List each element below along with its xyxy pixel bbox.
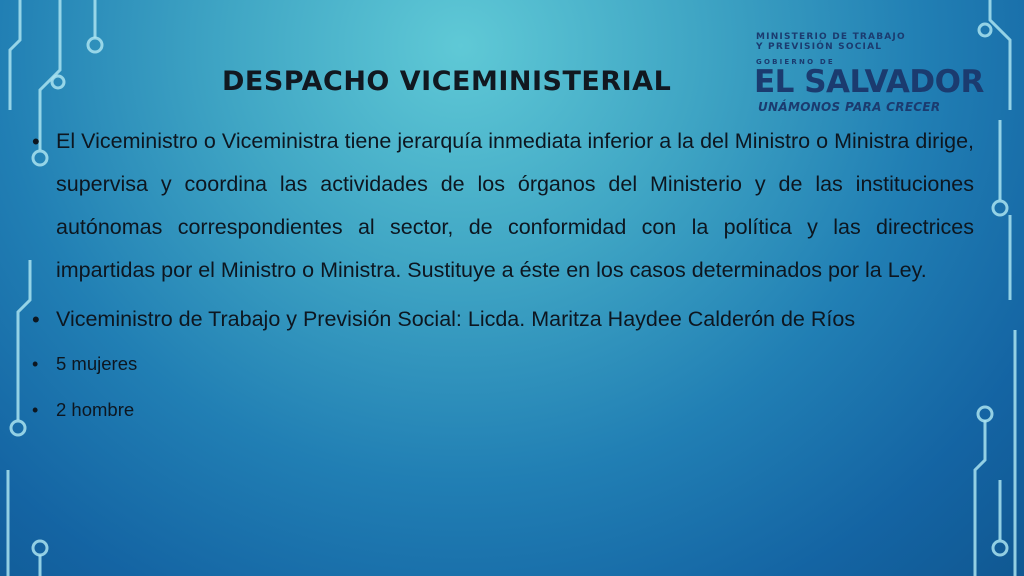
slide-title: DESPACHO VICEMINISTERIAL <box>222 66 672 97</box>
bullet-marker: • <box>32 307 40 332</box>
logo-ministerio-line2: Y PREVISIÓN SOCIAL <box>756 42 883 52</box>
logo-el-salvador-text: EL SALVADOR <box>754 64 984 100</box>
bullet-marker: • <box>32 400 39 420</box>
bullet-text: 5 mujeres <box>56 353 138 374</box>
bullet-text: El Viceministro o Viceministra tiene jerarquía inmediata inferior a la del Ministro o Ministra dirige, supervisa y coordina las actividades de los órganos del Ministerio y de las instituciones autónomas correspondientes al sector, de conformidad con la política y las directrices impartidas por el Ministro o Ministra. Sustituye a éste en los casos determinados por la Ley. <box>56 129 974 282</box>
list-item <box>28 120 974 292</box>
bullet-text: 2 hombre <box>56 399 135 420</box>
logo-ministerio-line1: MINISTERIO DE TRABAJO <box>756 32 906 42</box>
list-item <box>28 341 974 387</box>
list-item <box>28 387 974 433</box>
bullet-marker: • <box>32 129 40 154</box>
bullet-list <box>28 120 974 433</box>
logo-slogan-text: UNÁMONOS PARA CRECER <box>758 100 941 114</box>
list-item <box>28 298 974 341</box>
logo-gobierno-text: GOBIERNO DE <box>756 58 835 66</box>
logo-ministerio-text <box>756 32 906 52</box>
ministry-logo <box>752 28 984 118</box>
bullet-marker: • <box>32 354 39 374</box>
bullet-text: Viceministro de Trabajo y Previsión Social: Licda. Maritza Haydee Calderón de Ríos <box>56 307 856 331</box>
